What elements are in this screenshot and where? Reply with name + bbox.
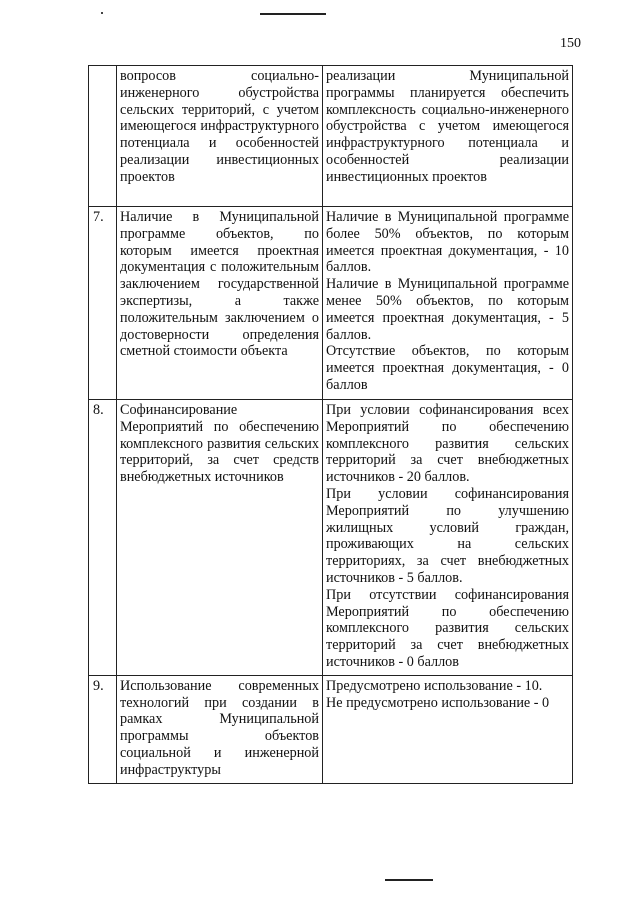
scoring-cell (323, 207, 573, 400)
scoring-paragraph: реализации Муниципальной программы планируется обеспечить комплексность социально-инженерного обустройства с учетом имеющегося инфраструктурного потенциала и особенностей реализации инвестиционных проектов (326, 68, 569, 185)
table-row (89, 400, 573, 676)
scoring-paragraph: Не предусмотрено использование - 0 (326, 694, 550, 711)
row-number: 9. (89, 675, 117, 783)
table-row (89, 675, 573, 783)
criterion-cell: вопросов социально-инженерного обустройства сельских территорий, с учетом имеющегося инфраструктурного потенциала и особенностей реализации инвестиционных проектов (117, 66, 323, 207)
scoring-cell (323, 66, 573, 207)
scoring-paragraph: Предусмотрено использование - 10. (326, 677, 543, 694)
criteria-table (88, 65, 573, 784)
scoring-paragraph: Наличие в Муниципальной программе более 50% объектов, по которым имеется проектная документация, - 10 баллов. (326, 209, 569, 276)
scoring-paragraph: При условии софинансирования Мероприятий по улучшению жилищных условий граждан, проживающих на сельских территориях, за счет внебюджетных источников - 5 баллов. (326, 485, 569, 586)
page-number: 150 (560, 36, 581, 51)
scoring-paragraph: При условии софинансирования всех Мероприятий по обеспечению комплексного развития сельских территорий за счет внебюджетных источников - 20 баллов. (326, 402, 569, 486)
scoring-paragraph: При отсутствии софинансирования Мероприятий по обеспечению комплексного развития сельских территорий за счет внебюджетных источников - 0 баллов (326, 586, 569, 670)
row-number: 7. (89, 207, 117, 400)
scoring-paragraph: Отсутствие объектов, по которым имеется проектная документация, - 0 баллов (326, 343, 569, 393)
scoring-cell (323, 675, 573, 783)
row-number (89, 66, 117, 207)
bottom-divider (385, 879, 433, 881)
scoring-cell (323, 400, 573, 676)
criterion-cell: Наличие в Муниципальной программе объектов, по которым имеется проектная документация с положительным заключением государственной экспертизы, а также положительным заключением о достоверности определения сметной стоимости объекта (117, 207, 323, 400)
scan-dot (101, 12, 103, 14)
scoring-paragraph: Наличие в Муниципальной программе менее 50% объектов, по которым имеется проектная документация, - 5 баллов. (326, 276, 569, 343)
table-row (89, 207, 573, 400)
top-divider (260, 13, 326, 15)
table-row (89, 66, 573, 207)
row-number: 8. (89, 400, 117, 676)
criterion-cell: Софинансирование Мероприятий по обеспечению комплексного развития сельских территорий, за счет средств внебюджетных источников (117, 400, 323, 676)
criterion-cell: Использование современных технологий при создании в рамках Муниципальной программы объектов социальной и инженерной инфраструктуры (117, 675, 323, 783)
